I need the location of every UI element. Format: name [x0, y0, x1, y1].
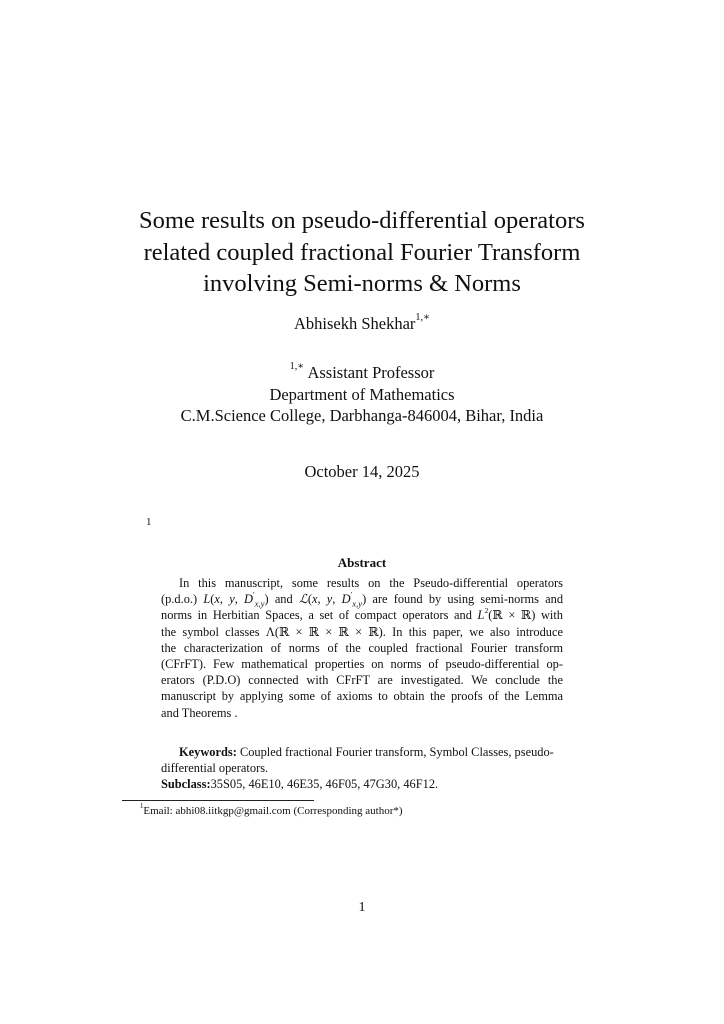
- paper-title: [0, 205, 724, 300]
- abstract-line: In this manuscript, some results on the Pseudo-differential operators: [179, 576, 563, 590]
- affiliation-department: Department of Mathematics: [269, 384, 455, 404]
- footnote-rule: [122, 800, 314, 801]
- author-mark: 1,∗: [415, 312, 431, 324]
- paper-date: October 14, 2025: [304, 462, 420, 481]
- subclass-text: 35S05, 46E10, 46E35, 46F05, 47G30, 46F12.: [210, 777, 439, 792]
- keywords-line: differential operators.: [161, 761, 269, 776]
- footnote: [140, 802, 403, 817]
- abstract-line: the symbol classes Λ(ℝ × ℝ × ℝ × ℝ). In this paper, we also introduce: [161, 624, 563, 639]
- operator-script-L-formula: ℒ: [298, 592, 308, 607]
- affiliation-mark: 1,∗: [289, 361, 305, 373]
- footnote-text: Email: abhi08.iitkgp@gmail.com (Corresponding author*): [143, 805, 403, 817]
- operator-L-formula: L: [203, 592, 211, 607]
- abstract-line: norms in Herbitian Spaces, a set of compact operators and $L^2(ℝ$ × ℝ) with: [161, 605, 563, 623]
- affiliation-position-line: [0, 362, 724, 384]
- abstract-body: [161, 575, 563, 721]
- abstract-line: erators (P.D.O) connected with CFrFT are investigated. We conclude the: [161, 673, 563, 688]
- abstract-line: manuscript by applying some of axioms to obtain the proofs of the Lemma: [161, 689, 563, 704]
- l2-space-formula: $L^2(ℝ$ × ℝ): [477, 605, 536, 623]
- symbol-class-formula: Λ(ℝ × ℝ × ℝ × ℝ): [265, 624, 383, 639]
- keywords-text: Coupled fractional Fourier transform, Symbol Classes, pseudo-: [239, 745, 554, 759]
- affiliation: [0, 362, 724, 427]
- keywords-block: [161, 744, 563, 793]
- keywords-line: [161, 744, 563, 760]
- abstract-heading: Abstract: [337, 555, 387, 570]
- affiliation-position: Assistant Professor: [307, 363, 435, 382]
- title-line: Some results on pseudo-differential operators: [139, 207, 585, 234]
- footnote-marker: 1: [146, 516, 152, 528]
- abstract-line: (p.d.o.) L(x, y, $D'_{x,y}$) and ℒ(x, y, $D'_{x,y}$) are found by using semi-norms and: [161, 589, 564, 609]
- abstract-line: (CFrFT). Few mathematical properties on norms of pseudo-differential op-: [161, 657, 563, 672]
- keywords-label: Keywords:: [179, 745, 237, 759]
- title-line: involving Semi-norms & Norms: [203, 270, 521, 297]
- abstract-line: and Theorems .: [161, 705, 238, 720]
- subclass-label: Subclass:: [161, 777, 211, 792]
- author-line: [0, 314, 724, 334]
- abstract-line: the characterization of norms of the coupled fractional Fourier transform: [161, 640, 563, 655]
- title-line: related coupled fractional Fourier Transform: [143, 238, 581, 266]
- affiliation-college: C.M.Science College, Darbhanga-846004, Bihar, India: [180, 406, 544, 425]
- page-number: 1: [358, 900, 366, 915]
- footnote-mark: 1: [140, 802, 144, 810]
- subclass-line: [161, 776, 563, 792]
- author-name: Abhisekh Shekhar: [293, 314, 416, 333]
